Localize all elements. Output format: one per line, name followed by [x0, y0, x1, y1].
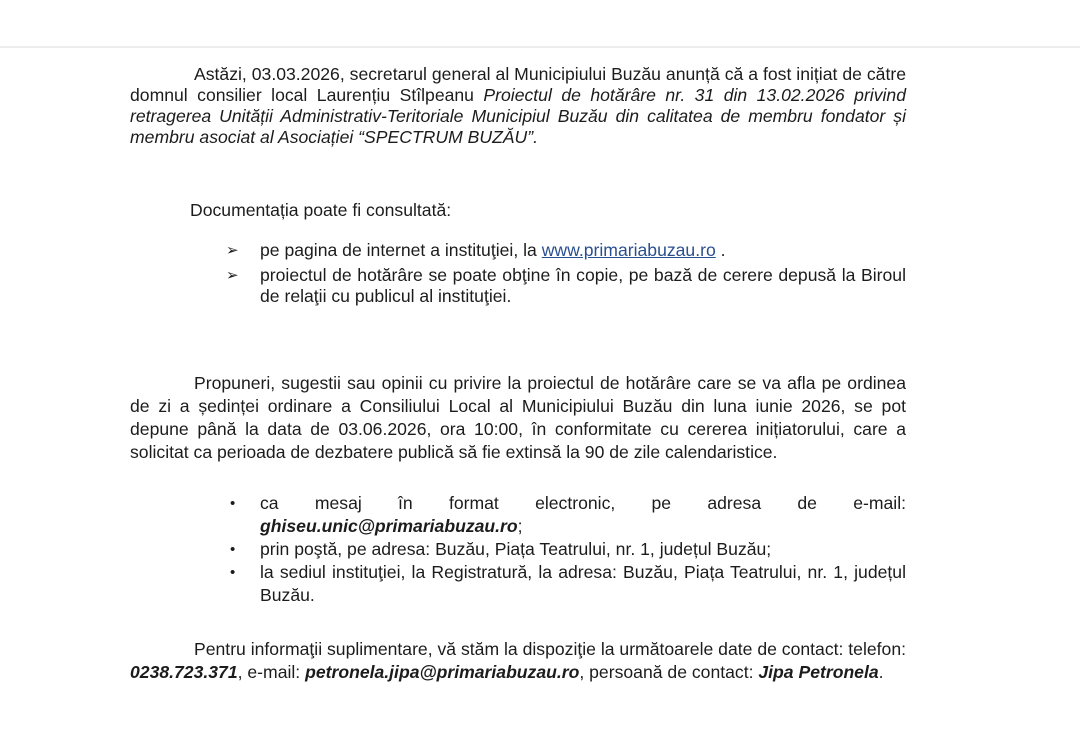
project-title: Proiectul de hotărâre nr. 31 din 13.02.2026 privind retragerea Unității Administrativ-Teritoriale Municipiul Buzău din calitatea de membru fondator și membru asociat al Asociației “SPECTRUM BUZĂU”. — [130, 85, 906, 147]
arrow-bullet-icon: ➢ — [226, 267, 239, 284]
item-text: prin poştă, pe adresa: Buzău, Piața Teatrului, nr. 1, județul Buzău; — [260, 539, 772, 559]
email-label: , e-mail: — [237, 662, 306, 682]
list-item — [226, 561, 906, 607]
bullet-icon: • — [230, 541, 236, 558]
item-text-end: . — [715, 240, 726, 260]
list-item — [226, 492, 906, 538]
item-text: proiectul de hotărâre se poate obţine în copie, pe bază de cerere depusă la Biroul de relaţii cu publicul al instituţiei. — [260, 265, 906, 306]
top-divider — [0, 46, 1080, 48]
proposals-paragraph — [130, 372, 906, 464]
list-item — [226, 240, 906, 261]
person-label: , persoană de contact: — [579, 662, 759, 682]
documentation-list — [226, 240, 906, 311]
item-suffix: ; — [517, 516, 523, 536]
documentation-heading: Documentația poate fi consultată: — [190, 200, 452, 220]
bullet-icon: • — [230, 564, 236, 581]
contact-person: Jipa Petronela — [758, 662, 879, 682]
proposals-text: Propuneri, sugestii sau opinii cu privire la proiectul de hotărâre care se va afla pe ordinea de zi a ședinței ordinare a Consiliului Local al Municipiului Buzău din luna iunie 2026, se pot depune până la data de 03.06.2026, ora 10:00, în conformitate cu cererea inițiatorului, care a solicitat ca perioada de dezbatere publică să fie extinsă la 90 de zile calendaristice. — [130, 373, 906, 462]
list-item — [226, 538, 906, 561]
contact-phone[interactable]: 0238.723.371 — [130, 662, 238, 682]
contact-lead: Pentru informaţii suplimentare, vă stăm la dispoziţie la următoarele date de contact: telefon: — [194, 639, 906, 659]
contact-email[interactable]: petronela.jipa@primariabuzau.ro — [305, 662, 580, 682]
contact-paragraph — [130, 638, 906, 684]
submission-methods-list — [226, 492, 906, 607]
website-link[interactable]: www.primariabuzau.ro — [541, 240, 716, 260]
arrow-bullet-icon: ➢ — [226, 242, 239, 259]
item-text: ca mesaj în format electronic, pe adresa de e-mail: — [260, 493, 906, 513]
submission-email[interactable]: ghiseu.unic@primariabuzau.ro — [260, 516, 518, 536]
intro-lead: Astăzi, 03.03.2026, secretarul general al Municipiului Buzău anunță că a fost inițiat de către domnul consilier local Laurențiu Stîlpeanu — [130, 64, 906, 105]
list-item — [226, 265, 906, 307]
bullet-icon: • — [230, 495, 236, 512]
contact-end: . — [878, 662, 884, 682]
item-text: pe pagina de internet a instituţiei, la — [260, 240, 542, 260]
item-text: la sediul instituţiei, la Registratură, la adresa: Buzău, Piața Teatrului, nr. 1, județul Buzău. — [260, 562, 906, 605]
intro-paragraph — [130, 64, 906, 148]
